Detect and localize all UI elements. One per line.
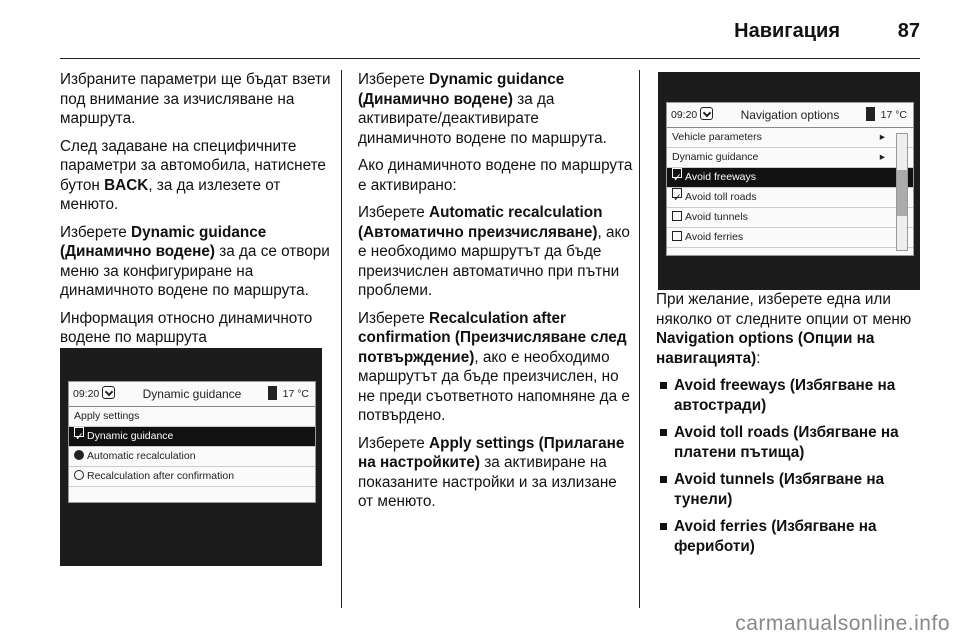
menu-item-avoid-freeways[interactable]: ✓ Avoid freeways bbox=[667, 168, 913, 188]
clock: 09:20 bbox=[73, 388, 100, 400]
paragraph: Изберете Recalculation after confirmation (Преизчисляване след потвърждение), ако е необходимо маршрутът да бъде преизчислен, но не преди съответното напомняне да е потвърдено. bbox=[358, 309, 630, 424]
thermometer-icon bbox=[268, 386, 277, 400]
status-bar bbox=[69, 382, 315, 407]
paragraph: Изберете Dynamic guidance (Динамично водене) за да се отвори меню за конфигуриране на динамичното водене по маршрута. bbox=[60, 223, 330, 299]
thermometer-icon bbox=[866, 107, 875, 121]
navigation-options-screenshot bbox=[658, 72, 920, 290]
menu-item-avoid-toll-roads[interactable]: ✓ Avoid toll roads bbox=[667, 188, 913, 208]
menu-item-vehicle-parameters[interactable]: Vehicle parameters ▸ bbox=[667, 128, 913, 148]
radio-empty-icon bbox=[74, 470, 84, 480]
menu-item-apply-settings[interactable]: Apply settings bbox=[69, 407, 315, 427]
page-number: 87 bbox=[897, 20, 920, 42]
menu-item-avoid-ferries[interactable]: Avoid ferries bbox=[667, 228, 913, 248]
submenu-arrow-icon: ▸ bbox=[879, 131, 885, 143]
checkbox-empty-icon bbox=[672, 231, 682, 241]
page-title: Навигация bbox=[734, 20, 840, 42]
temperature: 17 °C bbox=[282, 388, 309, 400]
radio-selected-icon bbox=[74, 450, 84, 460]
checkbox-checked-icon: ✓ bbox=[672, 188, 682, 198]
header-rule bbox=[60, 58, 920, 59]
list-item: Avoid toll roads (Избягване на платени пътища) bbox=[656, 423, 924, 462]
paragraph: След задаване на специфичните параметри за автомобила, натиснете бутон BACK, за да излезете от менюто. bbox=[60, 137, 326, 213]
column-1 bbox=[60, 70, 332, 375]
page-header bbox=[0, 0, 960, 60]
dynamic-guidance-screenshot bbox=[60, 348, 322, 566]
checkbox-checked-icon: ✓ bbox=[74, 427, 84, 437]
screen-title: Dynamic guidance bbox=[142, 387, 242, 401]
column-divider bbox=[639, 70, 640, 608]
paragraph: Изберете Apply settings (Прилагане на настройките) за активиране на показаните настройки и за излизане от менюто. bbox=[358, 434, 625, 510]
menu-item-dynamic-guidance[interactable]: ✓ Dynamic guidance bbox=[69, 427, 315, 447]
column-3 bbox=[656, 290, 924, 564]
scrollbar[interactable] bbox=[896, 133, 908, 251]
list-item: Avoid freeways (Избягване на автостради) bbox=[656, 376, 924, 415]
watermark: carmanualsonline.info bbox=[735, 612, 950, 635]
temperature: 17 °C bbox=[880, 109, 907, 121]
column-divider bbox=[341, 70, 342, 608]
display bbox=[666, 102, 914, 256]
display bbox=[68, 381, 316, 503]
menu-item-recalculation-after-confirmation[interactable]: Recalculation after confirmation bbox=[69, 467, 315, 487]
paragraph: Изберете Dynamic guidance (Динамично водене) за да активирате/деактивирате динамичното водене по маршрута. bbox=[358, 71, 607, 147]
list-item: Avoid tunnels (Избягване на тунели) bbox=[656, 470, 924, 509]
submenu-arrow-icon: ▸ bbox=[879, 151, 885, 163]
scrollbar-thumb[interactable] bbox=[897, 170, 907, 216]
status-bar bbox=[667, 103, 913, 128]
column-2 bbox=[358, 70, 634, 520]
checkbox-empty-icon bbox=[672, 211, 682, 221]
paragraph: При желание, изберете една или няколко от следните опции от меню Navigation options (Опции на навигацията): bbox=[656, 291, 912, 367]
clock: 09:20 bbox=[671, 109, 698, 121]
paragraph: Информация относно динамичното водене по маршрута bbox=[60, 309, 332, 368]
screen-title: Navigation options bbox=[740, 108, 840, 122]
paragraph: Изберете Automatic recalculation (Автоматично преизчисляване), ако е необходимо маршрутът да бъде преизчислен автоматично при пътни проблеми. bbox=[358, 204, 630, 299]
menu-item-automatic-recalculation[interactable]: Automatic recalculation bbox=[69, 447, 315, 467]
paragraph: Избраните параметри ще бъдат взети под внимание за изчисляване на маршрута. bbox=[60, 71, 331, 127]
list-item: Avoid ferries (Избягване на фериботи) bbox=[656, 517, 924, 556]
menu-item-dynamic-guidance[interactable]: Dynamic guidance ▸ bbox=[667, 148, 913, 168]
checkbox-checked-icon: ✓ bbox=[672, 168, 682, 178]
menu-item-avoid-tunnels[interactable]: Avoid tunnels bbox=[667, 208, 913, 228]
paragraph: Ако динамичното водене по маршрута е активирано: bbox=[358, 157, 633, 194]
